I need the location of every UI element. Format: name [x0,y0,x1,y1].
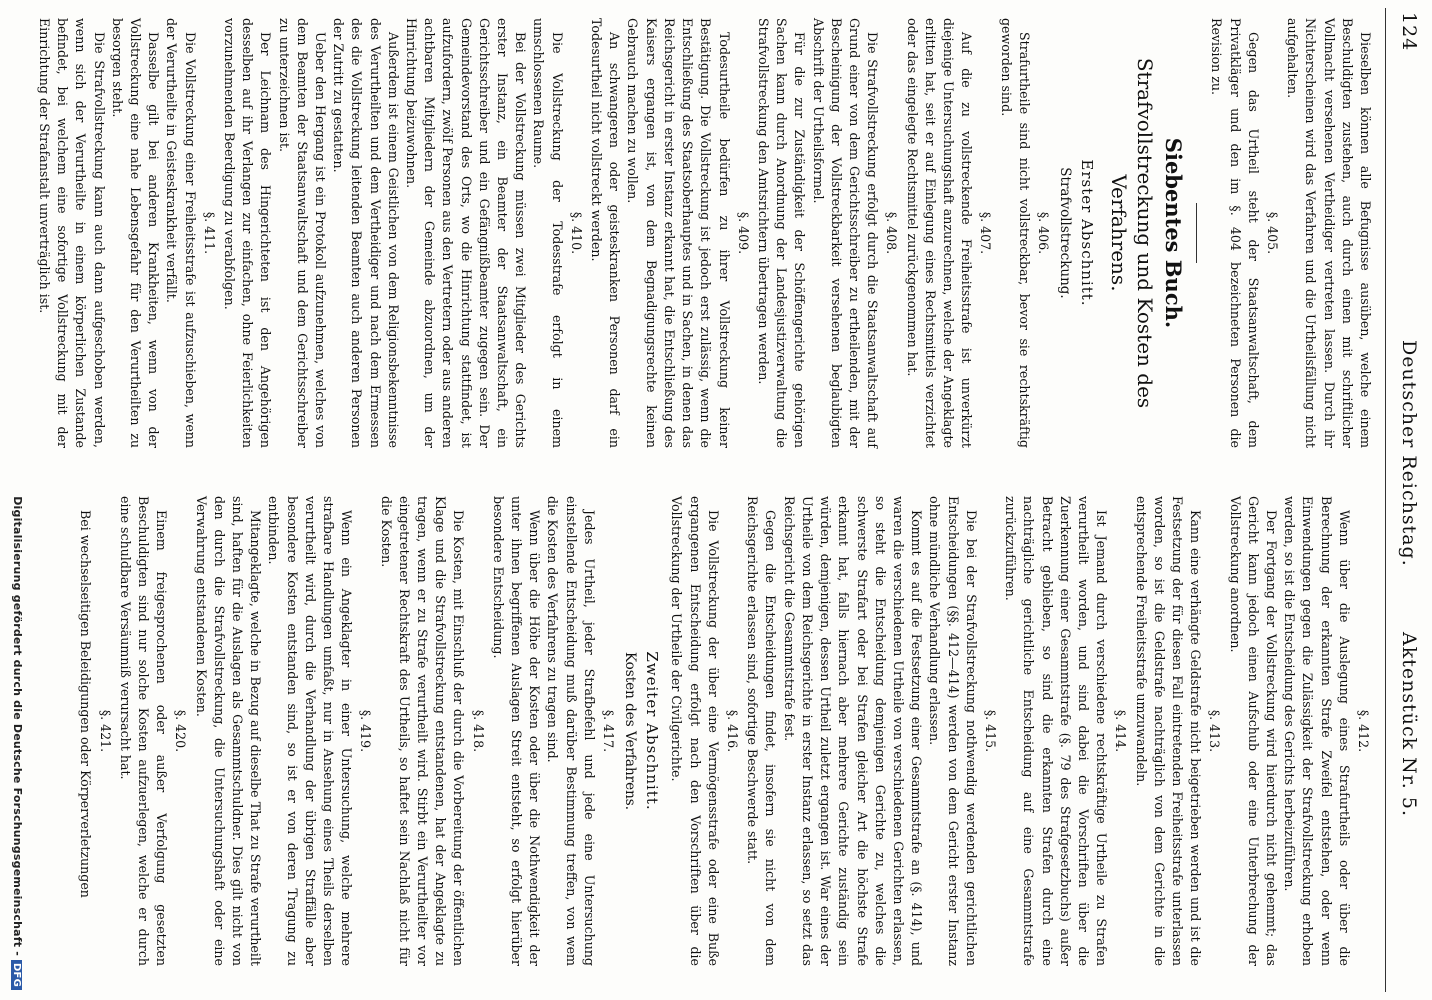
paragraph: Wenn über die Auslegung eines Strafurtheils oder über die Berechnung der erkannten Strafe Zweifel entstehen, oder wenn Einwendungen gegen die Zulässigkeit der Strafvollstreckung erhoben werden, so ist die Entscheidung des Gerichts herbeizuführen. [1282,496,1352,966]
header-rule [1385,8,1386,992]
paragraph: Gegen das Urtheil steht der Staatsanwaltschaft, dem Privatkläger und den im §. 404 bezeichneten Personen die Revision zu. [1209,18,1261,448]
chapter-title: Strafvollstreckung. [1057,167,1074,299]
paragraph: Für die zur Zuständigkeit der Schöffengerichte gehörigen Sachen kann durch Anordnung der Landesjustizverwaltung die Strafvollstreckung den Amtsrichtern übertragen werden. [755,18,808,448]
paragraph: Ist Jemand durch verschiedene rechtskräftige Urtheile zu Strafen verurtheilt worden, und sind dabei die Vorschriften über die Zuerkennung einer Gesammtstrafe (§. 79 des Strafgesetzbuchs) außer Betracht geblieben, so sind die erkannten Strafen durch eine nachträgliche gerichtliche Entscheidung auf eine Gesammtstrafe zurückzuführen. [1003,496,1110,966]
section-number: §. 418. [470,709,486,753]
paragraph: Die Kosten, mit Einschluß der durch die Vorbereitung der öffentlichen Klage und die Strafvollstreckung entstandenen, hat der Angeklagte zu tragen, wenn er zu Strafe verurtheilt wird. Stirbt ein Verurtheilter vor eingetretener Rechtskraft des Urtheils, so haftet sein Nachlaß nicht für die Kosten. [378,496,467,966]
paragraph: Die Strafvollstreckung erfolgt durch die Staatsanwaltschaft auf Grund einer von dem Gerichtsschreiber zu ertheilenden, mit der Bescheinigung der Vollstreckbarkeit versehenen beglaubigten Abschrift der Urtheilsformel. [810,18,881,448]
paragraph: Auf die zu vollstreckende Freiheitsstrafe ist unverkürzt diejenige Untersuchungshaft anzurechnen, welche der Angeklagte erlitten hat, seit er auf Einlegung eines Rechtsmittels verzichtet oder das eingelegte Rechtsmittel zurückgenommen hat. [904,18,975,448]
paragraph: Die Vollstreckung der über eine Vermögensstrafe oder eine Buße ergangenen Entscheidung erfolgt nach den Vorschriften über die Vollstreckung der Urtheile der Civilgerichte. [669,496,721,966]
paragraph: Bei der Vollstreckung müssen zwei Mitglieder des Gerichts erster Instanz, ein Beamter der Staatsanwaltschaft, ein Gerichtsschreiber und ein Gefängnißbeamter zugegen sein. Der Gemeindevorstand des Orts, wo die Hinrichtung stattfindet, ist aufzufordern, zwölf Personen aus den Vertretern oder aus anderen achtbaren Mitgliedern der Gemeinde abzuordnen, um der Hinrichtung beizuwohnen. [404,18,529,448]
section-number: §. 412. [1356,709,1371,753]
separator-rule [1196,203,1197,263]
paragraph: Kann eine verhängte Geldstrafe nicht beigetrieben werden und ist die Festsetzung der für diesen Fall eintretenden Freiheitsstrafe unterlassen worden, so ist die Geldstrafe nachträglich von dem Gerichte in die entsprechende Freiheitsstrafe umzuwandeln. [1133,496,1204,966]
paragraph: Strafurtheile sind nicht vollstreckbar, bevor sie rechtskräftig geworden sind. [998,18,1032,448]
paragraph: Kommt es auf die Festsetzung einer Gesammtstrafe an (§. 414), und waren die verschiedenen Urtheile von verschiedenen Gerichten erlassen, so steht die Entscheidung demjenigen Gerichte zu, welches die schwerste Strafart oder bei Strafen gleicher Art die höchste Strafe erkannt hat, falls hiernach aber mehrere Gerichte zuständig sein würden, demjenigen, dessen Urtheil zuletzt ergangen ist. War eines der Urtheile von dem Reichsgerichte in erster Instanz erlassen, so setzt das Reichsgericht die Gesammtstrafe fest. [781,496,925,966]
page-number: 124 [1398,12,1420,52]
paragraph: Einem freigesprochenen oder außer Verfolgung gesetzten Beschuldigten sind nur solche Kosten aufzuerlegen, welche er durch eine schuldbare Versäumniß verursacht hat. [117,496,170,966]
section-number: §. 420. [173,709,189,753]
dfg-logo: DFG [11,960,22,990]
paragraph: Außerdem ist einem Geistlichen von dem Religionsbekenntnisse des Verurtheilten und dem Vertheidiger und nach dem Ermessen des die Vollstreckung leitenden Beamten auch anderen Personen der Zutritt zu gestatten. [331,18,401,448]
section-number: §. 407. [978,211,994,255]
section-number: §. 410. [568,211,584,255]
right-column [76,496,1374,966]
paragraph: An schwangeren oder geisteskranken Personen darf ein Todesurtheil nicht vollstreckt werden. [589,18,623,448]
section-number: §. 409. [735,211,751,255]
paragraph: Der Fortgang der Vollstreckung wird hierdurch nicht gehemmt; das Gericht kann jedoch einen Aufschub oder eine Unterbrechung der Vollstreckung anordnen. [1227,496,1279,966]
section-number: §. 419. [358,709,374,753]
digitization-footer [11,300,24,990]
chapter-title: Kosten des Verfahrens. [622,651,639,811]
paragraph: Wenn ein Angeklagter in einer Untersuchung, welche mehrere strafbare Handlungen umfaßt, nur in Ansehung eines Theils derselben verurtheilt wird, durch die Verhandlung der übrigen Straffälle aber besondere Kosten entstanden sind, so ist er von deren Tragung zu entbinden. [266,496,355,966]
paragraph: Die Strafvollstreckung kann auch dann aufgeschoben werden, wenn sich der Verurtheilte in einem körperlichen Zustande befindet, bei welchem eine sofortige Vollstreckung mit der Einrichtung der Strafanstalt unverträglich ist. [37,18,107,448]
footer-text: Digitalisierung gefördert durch die Deutsche Forschungsgemeinschaft - [11,496,24,957]
book-heading: Siebentes Buch. [1161,137,1187,329]
section-number: §. 408. [884,211,900,255]
section-number: §. 406. [1035,211,1051,255]
paragraph: Der Leichnam des Hingerichteten ist den Angehörigen desselben auf ihr Verlangen zur einfachen, ohne Feierlichkeiten vorzunehmenden Beerdigung zu verabfolgen. [222,18,274,448]
section-number: §. 411. [201,211,217,255]
paragraph: Bei wechselseitigen Beleidigungen oder Körperverletzungen [78,510,94,898]
chapter-heading: Zweiter Abschnitt. [643,651,662,811]
section-number: §. 405. [1264,211,1280,255]
section-number: §. 413. [1207,709,1223,753]
paragraph: Ueber den Hergang ist ein Protokoll aufzunehmen, welches von dem Beamten der Staatsanwaltschaft und dem Gerichtsschreiber zu unterzeichnen ist. [276,18,329,448]
section-number: §. 421. [97,709,113,753]
paragraph: Dasselbe gilt bei anderen Krankheiten, wenn von der Vollstreckung eine nahe Lebensgefahr für den Verurtheilten zu besorgen steht. [109,18,162,448]
paragraph: Dieselben können alle Befugnisse ausüben, welche einem Beschuldigten zustehen, auch durch einen mit schriftlicher Vollmacht versehenen Vertheidiger vertreten lassen. Durch ihr Nichterscheinen wird das Verfahren und die Urtheilsfällung nicht aufgehalten. [1285,18,1373,448]
running-title-right: Aktenstück Nr. 5. [1398,632,1420,817]
paragraph: Die bei der Strafvollstreckung nothwendig werdenden gerichtlichen Entscheidungen (§§. 412—414) werden von dem Gericht erster Instanz ohne mündliche Verhandlung erlassen. [927,496,979,966]
running-title-left: Deutscher Reichstag. [1398,340,1420,567]
paragraph: Mitangeklagte, welche in Bezug auf dieselbe That zu Strafe verurtheilt sind, haften für die Auslagen als Gesammtschuldner. Dies gilt nicht von den durch die Strafvollstreckung, die Untersuchungshaft oder eine Verwahrung entstandenen Kosten. [193,496,264,966]
section-number: §. 417. [601,709,617,753]
paragraph: Jedes Urtheil, jeder Strafbefehl und jede eine Untersuchung einstellende Entscheidung muß darüber Bestimmung treffen, von wem die Kosten des Verfahrens zu tragen sind. [545,496,597,966]
paragraph: Die Vollstreckung der Todesstrafe erfolgt in einem umschlossenen Raume. [531,18,565,448]
paragraph: Gegen die Entscheidungen findet, insofern sie nicht von dem Reichsgerichte erlassen sind, sofortige Beschwerde statt. [745,496,779,966]
page-header [1390,0,1420,990]
paragraph: Die Vollstreckung einer Freiheitsstrafe ist aufzuschieben, wenn der Verurtheilte in Geisteskrankheit verfällt. [164,18,198,448]
left-column [35,18,1374,448]
chapter-heading: Erster Abschnitt. [1078,159,1097,307]
paragraph: Todesurtheile bedürfen zu ihrer Vollstreckung keiner Bestätigung. Die Vollstreckung ist jedoch erst zulässig, wenn die Entschließung des Staatsoberhauptes und in Sachen, in denen das Reichsgericht in erster Instanz erkannt hat, die Entschließung des Kaisers ergangen ist, von dem Begnadigungsrechte keinen Gebrauch machen zu wollen. [625,18,732,448]
section-number: §. 414. [1113,709,1129,753]
section-number: §. 415. [982,709,998,753]
book-title: Strafvollstreckung und Kosten des Verfahrens. [1107,57,1158,409]
paragraph: Wenn über die Höhe der Kosten oder über die Nothwendigkeit der unter ihnen begriffenen Auslagen Streit entsteht, so erfolgt hierüber besondere Entscheidung. [490,496,543,966]
section-number: §. 416. [725,709,741,753]
